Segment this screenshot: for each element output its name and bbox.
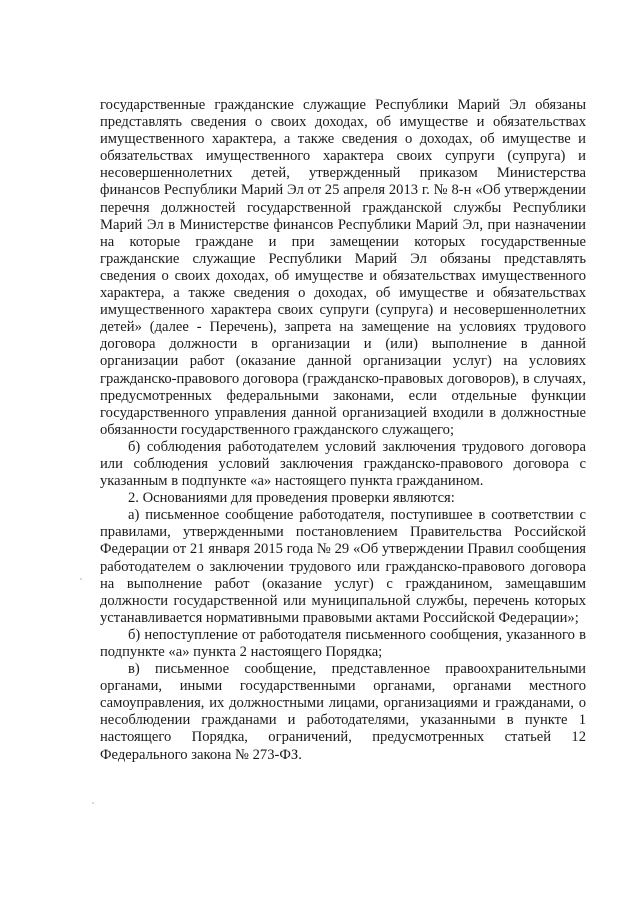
paragraph-subitem-b: б) соблюдения работодателем условий заключения трудового договора или соблюдения условий заключения гражданско-правового договора с указанным в подпункте «а» настоящего пункта гражданином. xyxy=(100,438,586,490)
document-body xyxy=(100,97,586,764)
paragraph-item-2: 2. Основаниями для проведения проверки являются: xyxy=(128,490,455,507)
paragraph-subitem-b-2: б) непоступление от работодателя письменного сообщения, указанного в подпункте «а» пункта 2 настоящего Порядка; xyxy=(100,626,586,660)
paragraph-continuation: государственные гражданские служащие Республики Марий Эл обязаны представлять сведения о своих доходах, об имуществе и обязательствах имущественного характера, а также сведения о доходах, об имуществе и обязательствах имущественного характера своих супруги (супруга) и несовершеннолетних детей, утвержденный приказом Министерства финансов Республики Марий Эл от 25 апреля 2013 г. № 8-н «Об утверждении перечня должностей государственной гражданской службы Республики Марий Эл в Министерстве финансов Республики Марий Эл, при назначении на которые граждане и при замещении которых государственные гражданские служащие Республики Марий Эл обязаны представлять сведения о своих доходах, об имуществе и обязательствах имущественного характера, а также сведения о доходах, об имуществе и обязательствах имущественного характера своих супруги (супруга) и несовершеннолетних детей» (далее - Перечень), запрета на замещение на условиях трудового договора должности в организации и (или) выполнение в данной организации работ (оказание данной организации услуг) на условиях гражданско-правового договора (гражданско-правовых договоров), в случаях, предусмотренных федеральными законами, если отдельные функции государственного управления данной организацией входили в должностные обязанности государственного гражданского служащего; xyxy=(100,97,586,438)
scan-speck xyxy=(92,802,94,804)
paragraph-subitem-v: в) письменное сообщение, представленное правоохранительными органами, иными государственными органами, органами местного самоуправления, их должностными лицами, организациями и гражданами, о несоблюдении гражданами и работодателями, указанными в пункте 1 настоящего Порядка, ограничений, предусмотренных статьей 12 Федерального закона № 273-ФЗ. xyxy=(100,661,586,763)
scan-speck xyxy=(80,578,82,580)
paragraph-subitem-a: а) письменное сообщение работодателя, поступившее в соответствии с правилами, утвержденными постановлением Правительства Российской Федерации от 21 января 2015 года № 29 «Об утверждении Правил сообщения работодателем о заключении трудового или гражданско-правового договора на выполнение работ (оказание услуг) с гражданином, замещавшим должности государственной или муниципальной службы, перечень которых устанавливается нормативными правовыми актами Российской Федерации»; xyxy=(100,507,586,626)
